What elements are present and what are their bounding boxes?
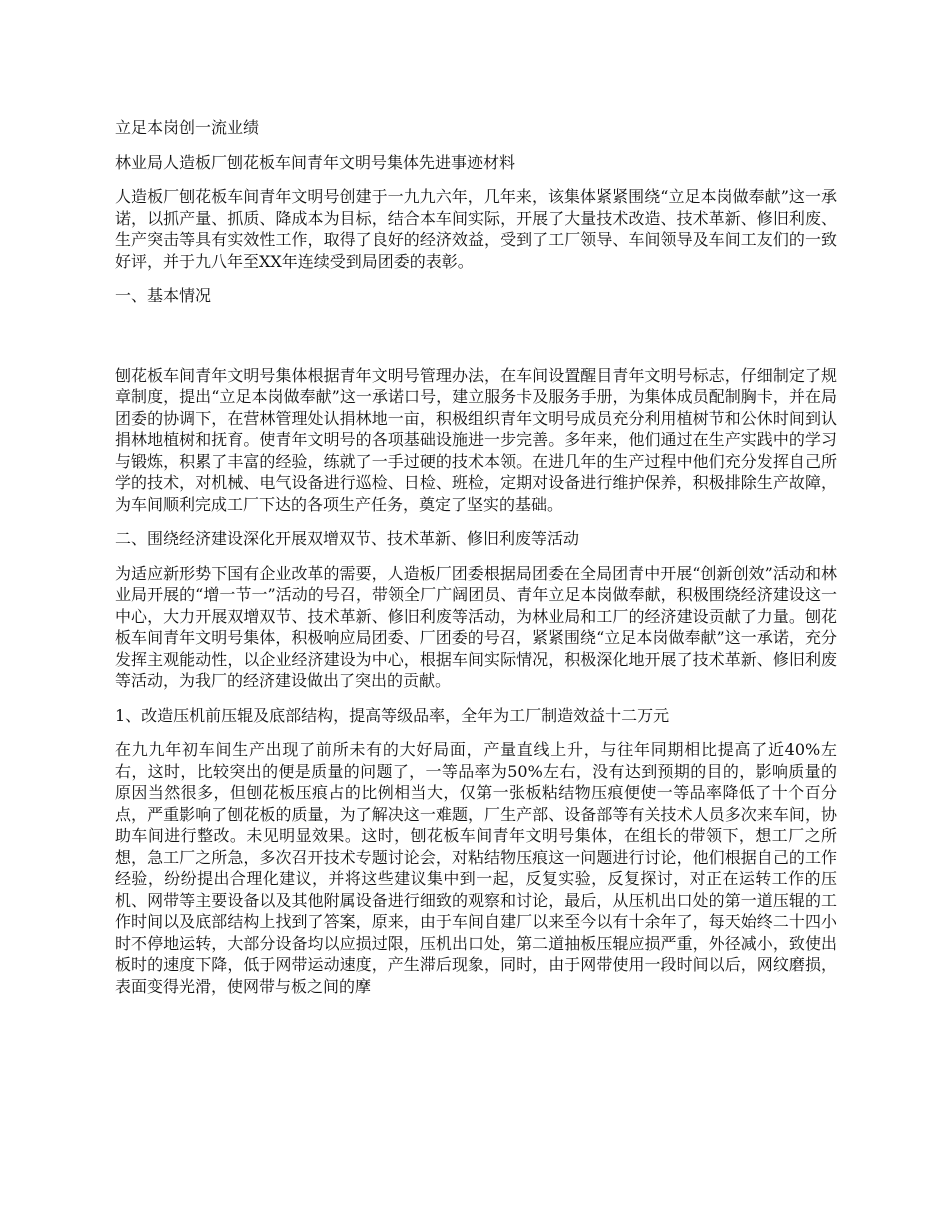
document-page	[115, 117, 837, 1010]
document-title: 立足本岗创一流业绩	[115, 118, 260, 137]
section-2-heading: 二、围绕经济建设深化开展双增双节、技术革新、修旧利废等活动	[115, 529, 580, 548]
blank-spacer	[115, 320, 837, 365]
intro-paragraph: 人造板厂刨花板车间青年文明号创建于一九九六年，几年来，该集体紧紧围绕“立足本岗做奉献”这一承诺，以抓产量、抓质、降成本为目标，结合本车间实际，开展了大量技术改造、技术革新、修旧利废、生产突击等具有实效性工作，取得了良好的经济效益，受到了工厂领导、车间领导及车间工友们的一致好评，并于九八年至XX年连续受到局团委的表彰。	[115, 187, 837, 271]
subsection-1-paragraph: 在九九年初车间生产出现了前所未有的大好局面，产量直线上升，与往年同期相比提高了近40%左右，这时，比较突出的便是质量的问题了，一等品率为50%左右，没有达到预期的目的，影响质量的原因当然很多，但刨花板压痕占的比例相当大，仅第一张板粘结物压痕便使一等品率降低了十个百分点，严重影响了刨花板的质量，为了解决这一难题，厂生产部、设备部等有关技术人员多次来车间，协助车间进行整改。未见明显效果。这时，刨花板车间青年文明号集体，在组长的带领下，想工厂之所想，急工厂之所急，多次召开技术专题讨论会，对粘结物压痕这一问题进行讨论，他们根据自己的工作经验，纷纷提出合理化建议，并将这些建议集中到一起，反复实验，反复探讨，对正在运转工作的压机、网带等主要设备以及其他附属设备进行细致的观察和讨论，最后，从压机出口处的第一道压辊的工作时间以及底部结构上找到了答案，原来，由于车间自建厂以来至今以有十余年了，每天始终二十四小时不停地运转，大部分设备均以应损过限，压机出口处，第二道抽板压辊应损严重，外径减小，致使出板时的速度下降，低于网带运动速度，产生滞后现象，同时，由于网带使用一段时间以后，网纹磨损，表面变得光滑，使网带与板之间的摩	[115, 740, 837, 996]
document-subtitle: 林业局人造板厂刨花板车间青年文明号集体先进事迹材料	[115, 152, 516, 172]
section-2-paragraph: 为适应新形势下国有企业改革的需要，人造板厂团委根据局团委在全局团青中开展“创新创效”活动和林业局开展的“增一节一”活动的号召，带领全厂广阔团员、青年立足本岗做奉献，积极围绕经济建设这一中心，大力开展双增双节、技术革新、修旧利废等活动，为林业局和工厂的经济建设贡献了力量。刨花板车间青年文明号集体，积极响应局团委、厂团委的号召，紧紧围绕“立足本岗做奉献”这一承诺，充分发挥主观能动性，以企业经济建设为中心，根据车间实际情况，积极深化地开展了技术革新、修旧利废等活动，为我厂的经济建设做出了突出的贡献。	[115, 563, 837, 690]
subsection-1-heading: 1、改造压机前压辊及底部结构，提高等级品率，全年为工厂制造效益十二万元	[115, 705, 670, 725]
section-1-heading: 一、基本情况	[115, 286, 212, 305]
section-1-paragraph: 刨花板车间青年文明号集体根据青年文明号管理办法，在车间设置醒目青年文明号标志，仔细制定了规章制度，提出“立足本岗做奉献”这一承诺口号，建立服务卡及服务手册，为集体成员配制胸卡，并在局团委的协调下，在营林管理处认捐林地一亩，积极组织青年文明号成员充分利用植树节和公休时间到认捐林地植树和抚育。使青年文明号的各项基础设施进一步完善。多年来，他们通过在生产实践中的学习与锻炼，积累了丰富的经验，练就了一手过硬的技术本领。在进几年的生产过程中他们充分发挥自己所学的技术，对机械、电气设备进行巡检、日检、班检，定期对设备进行维护保养，积极排除生产故障，为车间顺利完成工厂下达的各项生产任务，奠定了坚实的基础。	[115, 365, 837, 514]
